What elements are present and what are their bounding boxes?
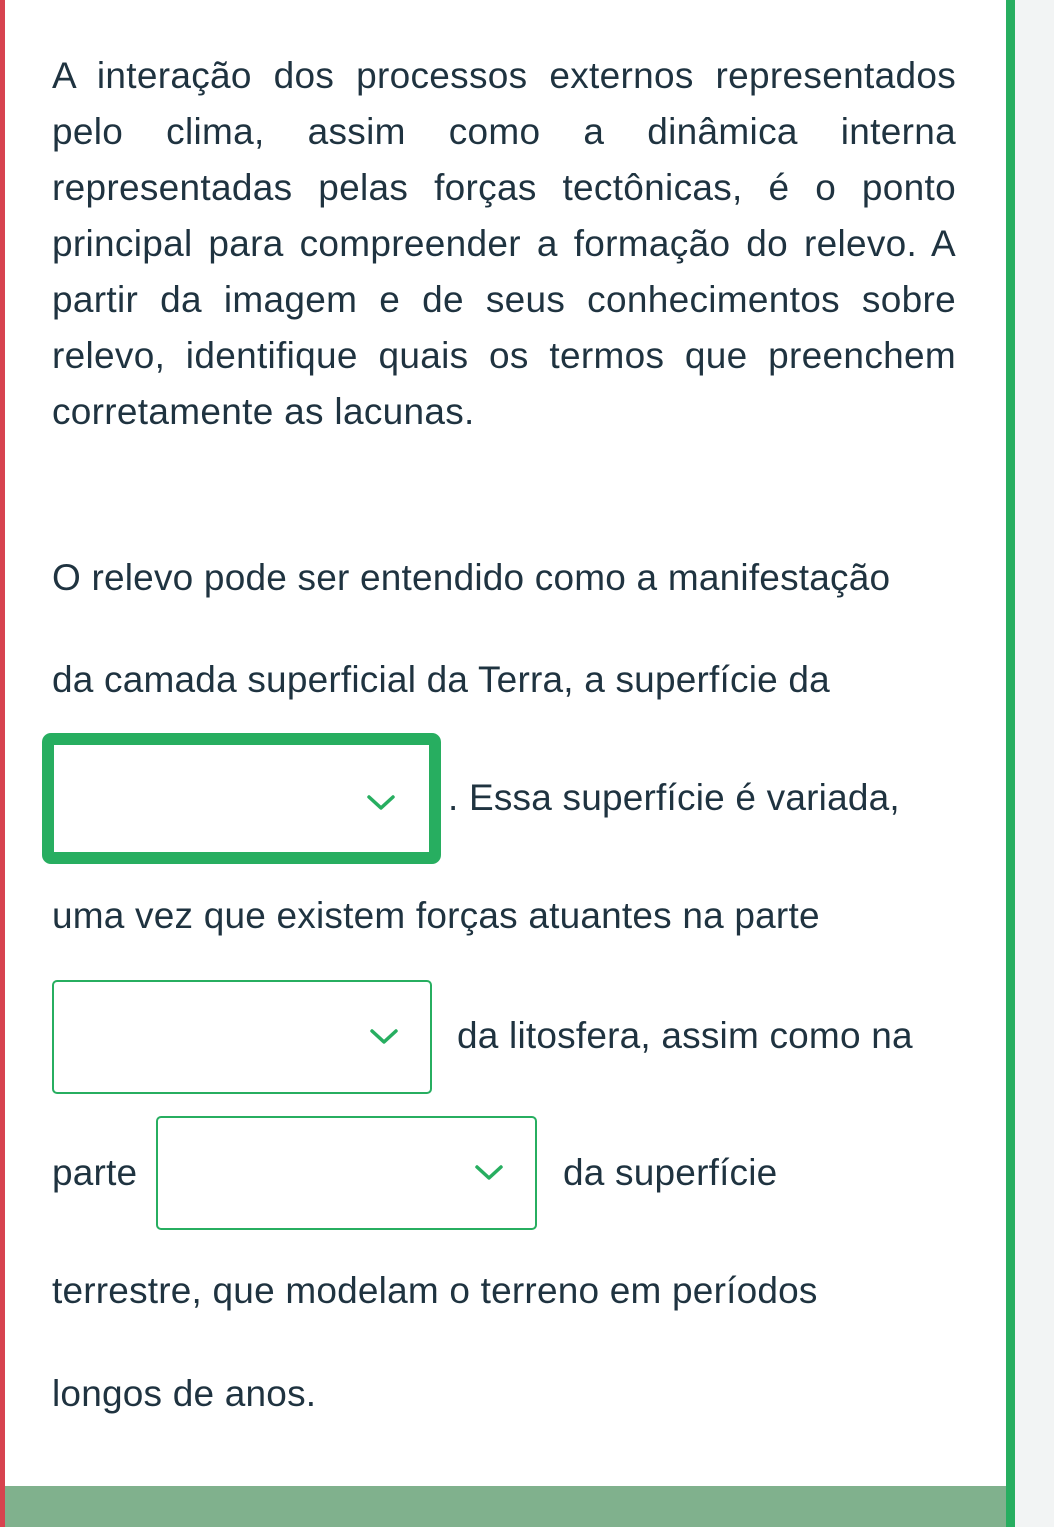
blank-dropdown-1[interactable] (42, 733, 441, 864)
passage-line-7: terrestre, que modelam o terreno em períodos (52, 1270, 818, 1311)
question-intro: A interação dos processos externos representados pelo clima, assim como a dinâmica interna representadas pelas forças tectônicas, é o ponto principal para compreender a formação do relevo. A partir da imagem e de seus conhecimentos sobre relevo, identifique quais os termos que preenchem corretamente as lacunas. (52, 55, 956, 432)
right-accent-edge (1006, 0, 1015, 1527)
passage-after-blank-2: da litosfera, assim como na (457, 1015, 913, 1056)
blank-dropdown-3[interactable] (156, 1116, 537, 1230)
passage-line-4: uma vez que existem forças atuantes na parte (52, 895, 820, 936)
passage-after-blank-1: . Essa superfície é variada, (448, 777, 900, 818)
chevron-down-icon (369, 1028, 399, 1046)
passage-before-blank-3: parte (52, 1152, 138, 1193)
chevron-down-icon (366, 794, 396, 812)
passage-line-2: da camada superficial da Terra, a superfície da (52, 659, 830, 700)
chevron-down-icon (474, 1164, 504, 1182)
blank-dropdown-2[interactable] (52, 980, 432, 1094)
passage-line-1: O relevo pode ser entendido como a manifestação (52, 557, 891, 598)
passage-line-8: longos de anos. (52, 1373, 317, 1414)
passage-after-blank-3: da superfície (563, 1152, 778, 1193)
left-accent-edge (0, 0, 5, 1527)
right-gutter (1015, 0, 1054, 1527)
footer-bar (5, 1486, 1006, 1527)
